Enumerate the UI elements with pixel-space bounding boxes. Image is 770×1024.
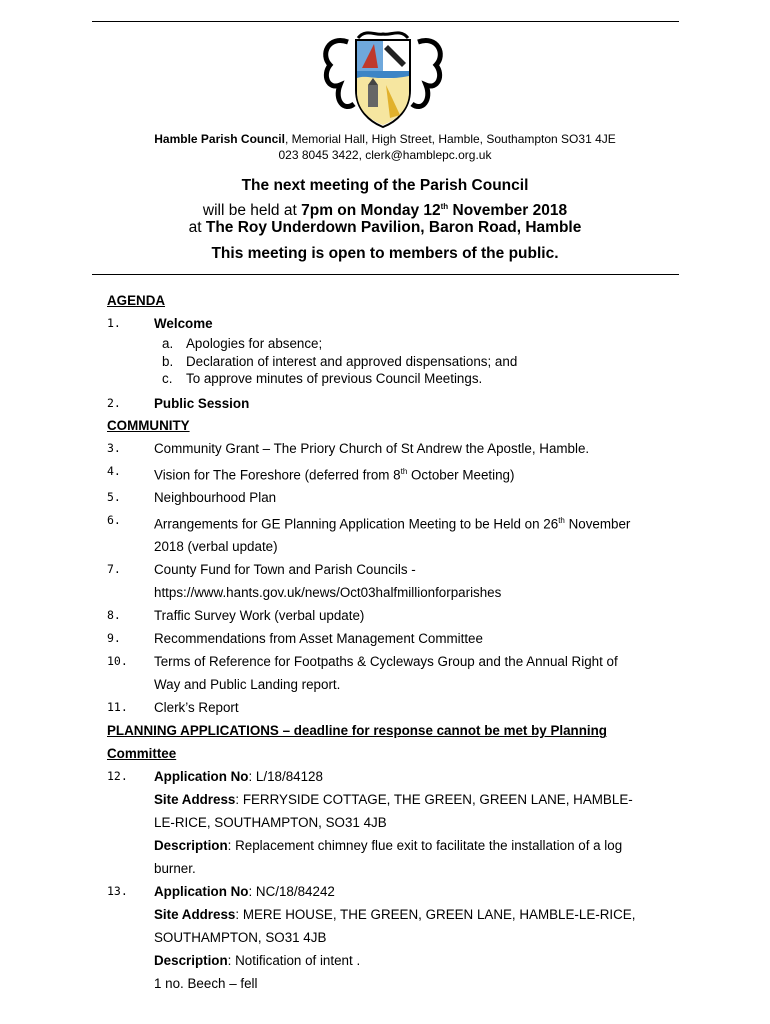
agenda-item-8: 8. Traffic Survey Work (verbal update) [107,608,365,624]
header-rule [92,274,679,275]
agenda-item-10: 10. Terms of Reference for Footpaths & Cycleways Group and the Annual Right of Way and Public Landing report. [107,654,618,693]
agenda [107,290,687,995]
top-rule [92,21,679,22]
agenda-item-3: 3. Community Grant – The Priory Church of St Andrew the Apostle, Hamble. [107,440,590,456]
agenda-item-9: 9. Recommendations from Asset Management Committee [107,631,483,647]
agenda-item-13: 13. Application No: NC/18/84242 Site Address: MERE HOUSE, THE GREEN, GREEN LANE, HAMBLE-LE-RICE, SOUTHAMPTON, SO31 4JB Description: Notification of intent . 1 no. Beech – fell [107,884,636,992]
county-fund-link[interactable]: https://www.hants.gov.uk/news/Oct03halfmillionforparishes [154,585,502,601]
council-address: , Memorial Hall, High Street, Hamble, Southampton SO31 4JE [284,132,616,146]
letterhead-contact: 023 8045 3422, clerk@hamblepc.org.uk [278,148,492,162]
agenda-item-1: 1. Welcome [107,316,213,331]
agenda-heading: AGENDA [107,293,166,308]
meeting-time: will be held at 7pm on Monday 12th November 2018 [202,202,568,220]
agenda-item-5: 5. Neighbourhood Plan [107,489,277,505]
agenda-item-6: 6. Arrangements for GE Planning Application Meeting to be Held on 26th November 2018 (verbal update) [107,512,631,555]
agenda-item-11: 11. Clerk’s Report [107,700,239,716]
planning-heading: PLANNING APPLICATIONS – deadline for response cannot be met by Planning Committee [107,723,607,762]
agenda-item-2: 2. Public Session [107,395,250,411]
parish-crest-logo [318,30,448,130]
agenda-subitem: a. Apologies for absence; [162,336,323,351]
agenda-subitem: c. To approve minutes of previous Council Meetings. [162,371,483,386]
meeting-public-notice: This meeting is open to members of the public. [211,245,559,262]
meeting-title: The next meeting of the Parish Council [241,177,529,194]
agenda-item-7: 7. County Fund for Town and Parish Councils - https://www.hants.gov.uk/news/Oct03halfmillionforparishes [107,562,502,601]
council-name: Hamble Parish Council [154,132,285,146]
agenda-subitem: b. Declaration of interest and approved dispensations; and [162,353,518,369]
letterhead-address [0,131,770,147]
community-heading: COMMUNITY [107,417,190,433]
meeting-venue: at The Roy Underdown Pavilion, Baron Road, Hamble [188,219,582,236]
agenda-item-4: 4. Vision for The Foreshore (deferred from 8th October Meeting) [107,463,515,482]
agenda-item-12: 12. Application No: L/18/84128 Site Address: FERRYSIDE COTTAGE, THE GREEN, GREEN LANE, HAMBLE- LE-RICE, SOUTHAMPTON, SO31 4JB Description: Replacement chimney flue exit to facilitate the installation of a log burner. [107,769,633,877]
